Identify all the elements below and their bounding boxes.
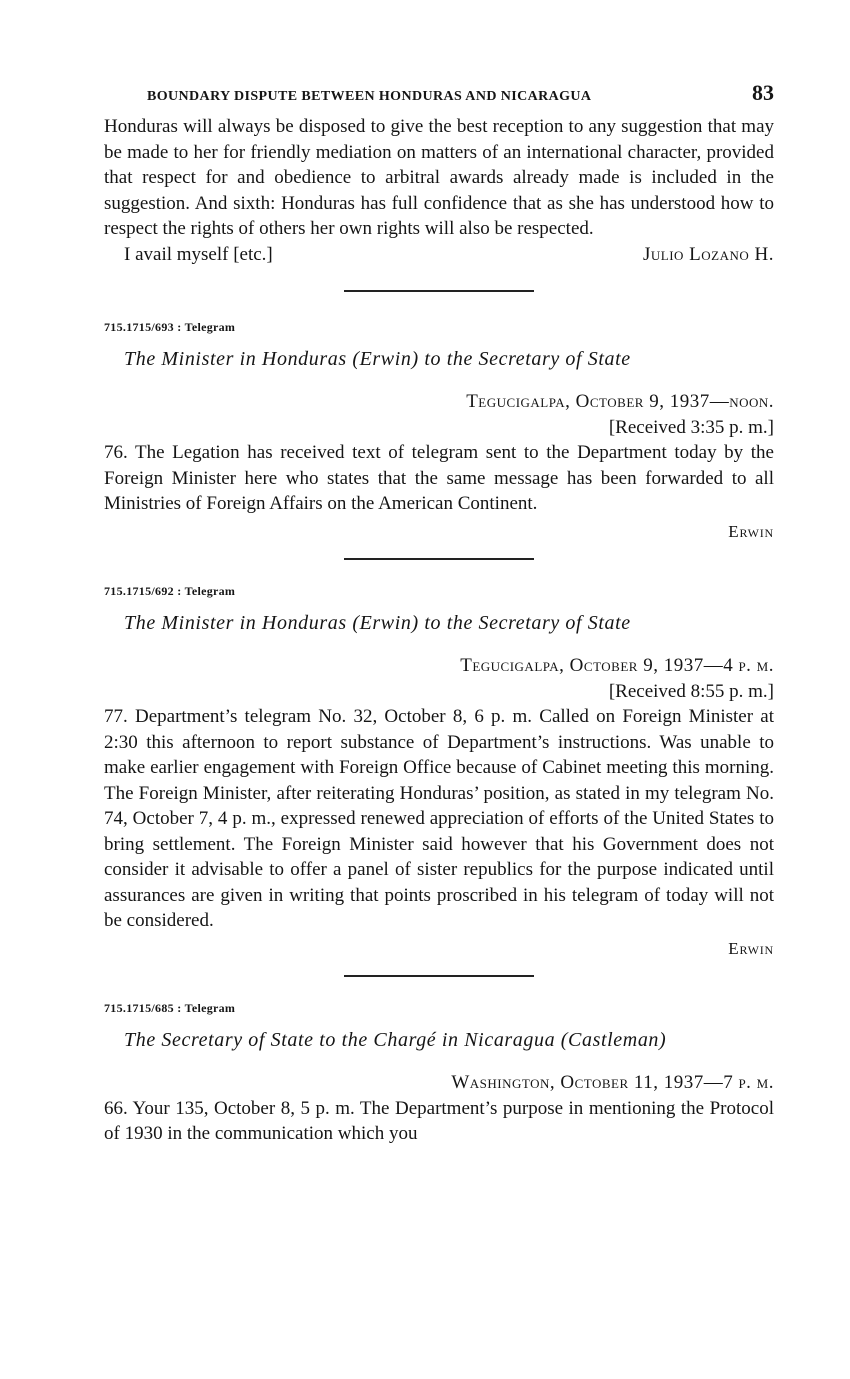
signature-erwin: Erwin	[728, 521, 774, 541]
dateline	[104, 389, 774, 415]
file-code: 715.1715/693 : Telegram	[104, 320, 236, 334]
section-divider	[344, 290, 534, 292]
signature-erwin: Erwin	[728, 938, 774, 958]
continuation-paragraph: Honduras will always be disposed to give the best reception to any suggestion that may be made to her for friendly mediation on matters of an international character, provided that respect for and obedience to arbitral awards already made is included in the suggestion. And sixth: Honduras has full confidence that as she has understood how to respect the rights of others her own rights will also be respected.	[104, 116, 774, 239]
section-divider	[344, 558, 534, 560]
dateline-text: Washington, October 11, 1937—7 p. m.	[451, 1072, 774, 1093]
document-page	[104, 80, 774, 1147]
file-code: 715.1715/692 : Telegram	[104, 584, 236, 598]
dateline	[104, 653, 774, 679]
document-heading: The Minister in Honduras (Erwin) to the Secretary of State	[124, 348, 631, 370]
telegram-body: 77. Department’s telegram No. 32, October 8, 6 p. m. Called on Foreign Minister at 2:30 this afternoon to report substance of Department’s instructions. Was unable to make earlier engagement with Foreign Office because of Cabinet meeting this morning. The Foreign Minister, after reiterating Honduras’ position, as stated in my telegram No. 74, October 7, 4 p. m., expressed renewed appreciation of efforts of the United States to bring settlement. The Foreign Minister said however that his Government does not consider it advisable to offer a panel of sister republics for the purpose indicated until assurances are given in writing that points proscribed in his telegram of today will not be considered.	[104, 706, 774, 931]
dateline-text: Tegucigalpa, October 9, 1937—noon.	[466, 391, 774, 412]
document-heading: The Secretary of State to the Chargé in Nicaragua (Castleman)	[124, 1029, 667, 1051]
file-code: 715.1715/685 : Telegram	[104, 1001, 236, 1015]
received-note: [Received 8:55 p. m.]	[608, 680, 774, 702]
section-divider	[344, 975, 534, 977]
running-title: BOUNDARY DISPUTE BETWEEN HONDURAS AND NICARAGUA	[147, 89, 592, 104]
closing-formula: I avail myself [etc.]	[124, 243, 273, 265]
dateline-text: Tegucigalpa, October 9, 1937—4 p. m.	[460, 655, 774, 676]
page-number: 83	[752, 80, 774, 105]
document-heading: The Minister in Honduras (Erwin) to the Secretary of State	[124, 612, 631, 634]
dateline	[104, 1070, 774, 1096]
closing-line	[104, 242, 774, 268]
telegram-body: 66. Your 135, October 8, 5 p. m. The Department’s purpose in mentioning the Protocol of 1930 in the communication which you	[104, 1097, 774, 1144]
signature-lozano: Julio Lozano H.	[642, 243, 774, 265]
received-note: [Received 3:35 p. m.]	[608, 416, 774, 438]
telegram-body: 76. The Legation has received text of telegram sent to the Department today by the Foreign Minister here who states that the same message has been forwarded to all Ministries of Foreign Affairs on the American Continent.	[104, 442, 774, 514]
running-head	[104, 80, 774, 114]
